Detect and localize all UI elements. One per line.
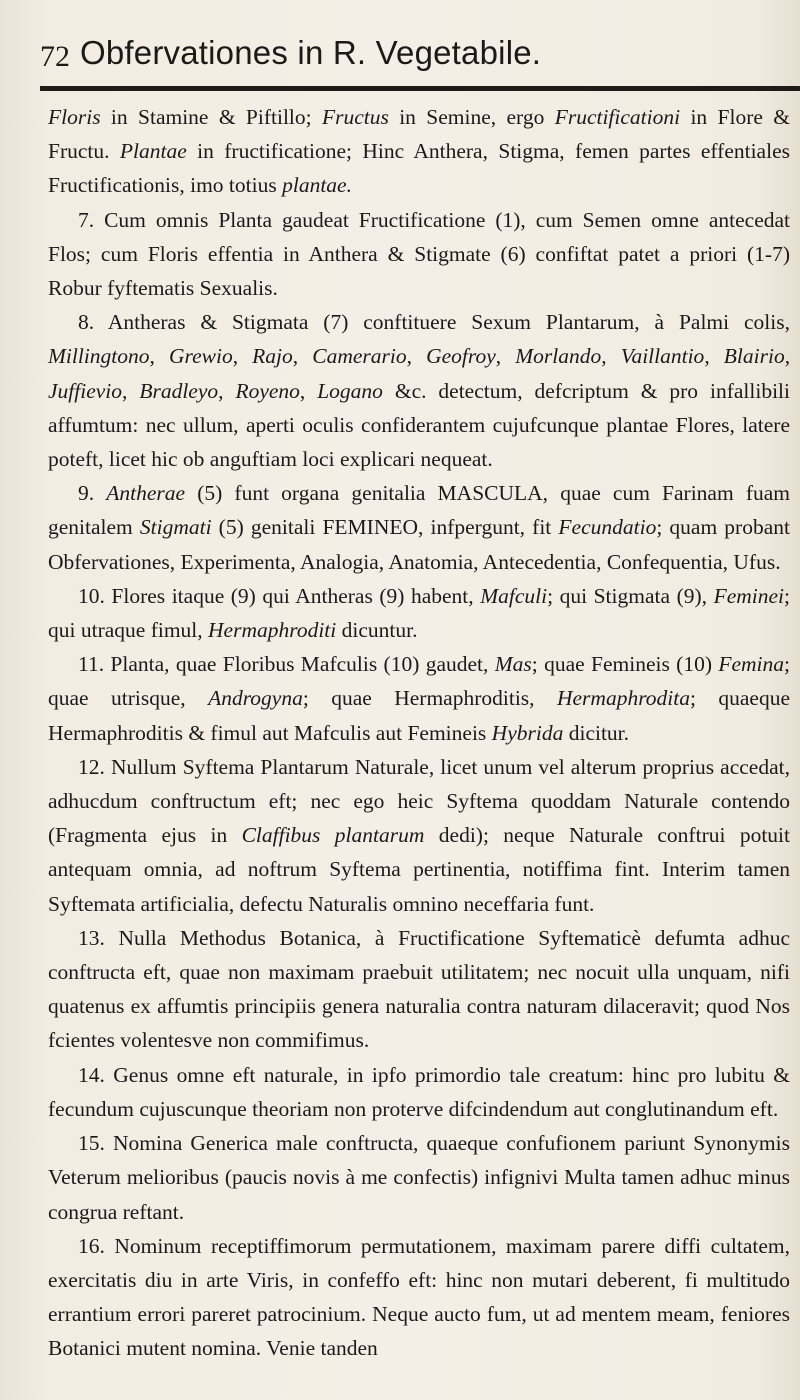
italic-term: Juffievio — [48, 378, 123, 403]
italic-term: Camerario — [312, 344, 407, 369]
text-run: , — [218, 378, 236, 403]
text-run: , — [495, 344, 516, 369]
text-run: ; quae Femineis (10) — [531, 652, 719, 677]
text-run: dedi); neque Naturale conftrui potuit antequam omnia, ad noftrum Syftema pertinentia, notiffima fint. Interim tamen Syftemata artificialia, defectu Naturalis omnino neceffaria funt. — [48, 823, 790, 916]
text-run: ; qui utraque fimul, — [48, 583, 790, 643]
text-run: ; qui Stigmata (9), — [547, 583, 714, 608]
text-run: 9. — [78, 481, 107, 506]
text-run: ; quae utrisque, — [48, 652, 790, 711]
text-run: ; quam probant Obfervationes, Experimenta, Analogia, Anatomia, Antecedentia, Confequentia, Ufus. — [48, 515, 790, 574]
text-run: in Stamine & Piftillo; — [100, 105, 322, 129]
italic-term: plantae. — [282, 173, 352, 198]
paragraph-6-continued — [48, 100, 790, 203]
text-run: in Semine, ergo — [388, 105, 555, 129]
paragraph-14 — [48, 1058, 790, 1126]
text-run: 8. Antheras & Stigmata (7) conftituere Sexum Plantarum, à Palmi colis, — [78, 310, 790, 335]
text-run: 12. Nullum Syftema Plantarum Naturale, licet unum vel alterum proprius accedat, adhucdum conftructum eft; nec ego heic Syftema quoddam Naturale contendo (Fragmenta ejus in — [48, 754, 790, 848]
text-run: , — [122, 378, 140, 403]
text-run: (5) genitali FEMINEO, infpergunt, fit — [211, 515, 559, 540]
paragraph-9 — [48, 476, 790, 579]
italic-term: Plantae — [119, 139, 187, 164]
italic-term: Fructus — [321, 105, 389, 129]
text-run: , — [292, 344, 313, 369]
paragraph-16 — [48, 1229, 790, 1366]
italic-term: Rajo — [252, 344, 293, 369]
text-run: ; quae Hermaphroditis, — [302, 686, 557, 711]
paragraph-7 — [48, 203, 790, 306]
italic-term: Grewio — [169, 344, 233, 369]
text-run: 15. Nomina Generica male conftructa, quaeque confufionem pariunt Synonymis Veterum melioribus (paucis novis à me confectis) infignivi Multa tamen adhuc minus congrua reftant. — [48, 1131, 790, 1224]
text-run: 11. Planta, quae Floribus Mafculis (10) gaudet, — [78, 652, 495, 677]
text-run: , — [232, 344, 253, 369]
text-run: 7. Cum omnis Planta gaudeat Fructificatione (1), cum Semen omne antecedat Flos; cum Floris effentia in Anthera & Stigmate (6) confiftat patet a priori (1-7) Robur fyftematis Sexualis. — [48, 207, 790, 301]
italic-term: Mafculi — [480, 583, 548, 608]
text-run: 13. Nulla Methodus Botanica, à Fructificatione Syftematicè defumta adhuc conftructa eft, quae non maximam praebuit utilitatem; nec nocuit ulla unquam, nifi quatenus ex affumtis principiis genera naturalia contra naturam dilaceravit; quod Nos fcientes volentesve non commifimus. — [48, 925, 790, 1053]
text-run: , — [149, 344, 169, 369]
text-run: , — [704, 344, 724, 369]
italic-term: Millingtono — [48, 344, 150, 369]
body-text — [48, 100, 790, 1366]
italic-term: Logano — [317, 378, 383, 403]
paragraph-13 — [48, 921, 790, 1058]
italic-term: Claffibus plantarum — [241, 823, 425, 848]
text-run: in Flore & Fructu. — [48, 105, 790, 164]
paragraph-10 — [48, 579, 790, 647]
italic-term: Blairio — [723, 344, 785, 369]
italic-term: Feminei — [713, 583, 785, 608]
text-run: &c. detectum, defcriptum & pro infallibili affumtum: nec ullum, aperti oculis confiderantem cujufcunque plantae Flores, latere poteft, licet hic ob anguftiam loci explicari nequeat. — [48, 378, 790, 472]
paragraph-11 — [48, 647, 790, 750]
text-run: , — [784, 344, 791, 369]
italic-term: Royeno — [235, 378, 300, 403]
text-run: (5) funt organa genitalia MASCULA, quae cum Farinam fuam genitalem — [48, 481, 791, 540]
italic-term: Fecundatio — [558, 515, 657, 540]
text-run: ; quaeque Hermaphroditis & fimul aut Mafculis aut Femineis — [48, 686, 790, 745]
italic-term: Hybrida — [491, 720, 564, 745]
running-title: Obfervationes in R. Vegetabile. — [80, 34, 542, 71]
paragraph-8 — [48, 305, 790, 476]
text-run: in fructificatione; Hinc Anthera, Stigma, femen partes effentiales Fructificationis, imo totius — [48, 139, 790, 198]
page-header — [40, 18, 780, 80]
text-run: 10. Flores itaque (9) qui Antheras (9) habent, — [78, 583, 481, 608]
italic-term: Morlando — [515, 344, 602, 369]
italic-term: Femina — [718, 652, 785, 677]
italic-term: Androgyna — [208, 686, 303, 711]
italic-term: Bradleyo — [139, 378, 219, 403]
text-run: dicuntur. — [336, 618, 418, 643]
text-run: , — [601, 344, 621, 369]
text-run: 16. Nominum receptiffimorum permutationem, maximam parere diffi cultatem, exercitatis diu in arte Viris, in confeffo eft: hinc non mutari deberent, fi multitudo errantium errori pareret patrocinium. Neque aucto fum, ut ad mentem meam, feniores Botanici mutent nomina. Venie tanden — [48, 1233, 790, 1361]
italic-term: Hermaphrodita — [556, 686, 690, 711]
italic-term: Hermaphroditi — [208, 618, 337, 643]
text-run: , — [406, 344, 427, 369]
paragraph-12 — [48, 750, 790, 921]
header-rule — [40, 86, 800, 91]
italic-term: Vaillantio — [620, 344, 705, 369]
italic-term: Floris — [48, 105, 101, 129]
italic-term: Antherae — [106, 481, 186, 506]
italic-term: Fructificationi — [554, 105, 681, 129]
text-run: 14. Genus omne eft naturale, in ipfo primordio tale creatum: hinc pro lubitu & fecundum cujuscunque theoriam non proterve difcindendum aut conglutinandum eft. — [48, 1062, 790, 1121]
italic-term: Mas — [494, 652, 532, 677]
text-run: , — [299, 378, 318, 403]
paragraph-15 — [48, 1126, 790, 1229]
text-run: dicitur. — [563, 720, 630, 745]
italic-term: Geofroy — [426, 344, 496, 369]
italic-term: Stigmati — [139, 515, 212, 540]
page-number: 72 — [40, 40, 70, 73]
